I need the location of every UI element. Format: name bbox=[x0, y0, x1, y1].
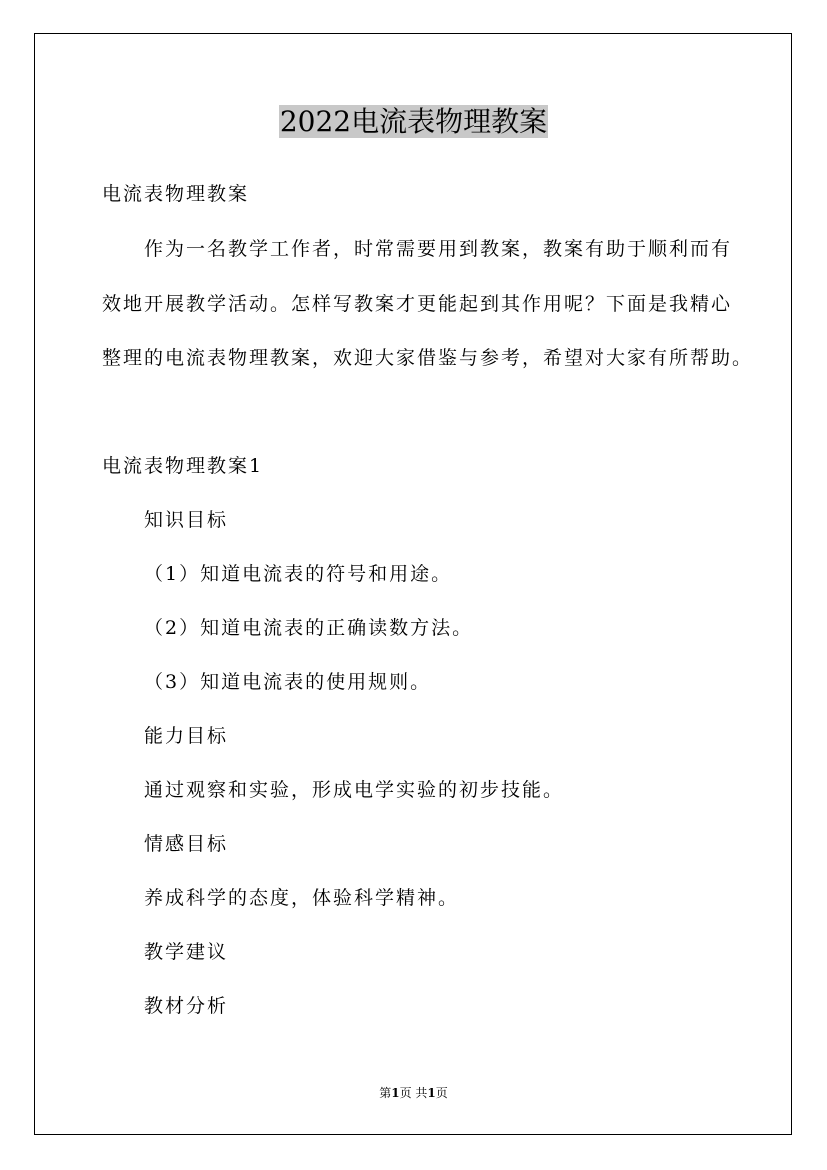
intro-heading: 电流表物理教案 bbox=[102, 183, 250, 205]
material-analysis-heading: 教材分析 bbox=[144, 995, 229, 1017]
knowledge-item-3: （3）知道电流表的使用规则。 bbox=[144, 671, 432, 693]
footer-mid: 页 共 bbox=[399, 1086, 428, 1100]
footer-prefix: 第 bbox=[379, 1086, 392, 1100]
emotion-text: 养成科学的态度，体验科学精神。 bbox=[144, 887, 460, 909]
section1-heading: 电流表物理教案1 bbox=[102, 455, 264, 477]
ability-goal-heading: 能力目标 bbox=[144, 725, 229, 747]
knowledge-goal-heading: 知识目标 bbox=[144, 509, 229, 531]
ability-text: 通过观察和实验，形成电学实验的初步技能。 bbox=[144, 779, 565, 801]
knowledge-item-1: （1）知道电流表的符号和用途。 bbox=[144, 563, 453, 585]
footer-page-current: 1 bbox=[391, 1086, 400, 1100]
intro-line-1: 作为一名教学工作者，时常需要用到教案，教案有助于顺利而有 bbox=[144, 238, 733, 260]
emotion-goal-heading: 情感目标 bbox=[144, 833, 229, 855]
footer-page-total: 1 bbox=[427, 1086, 436, 1100]
footer-suffix: 页 bbox=[435, 1086, 448, 1100]
intro-line-2: 效地开展教学活动。怎样写教案才更能起到其作用呢？下面是我精心 bbox=[102, 293, 733, 315]
document-title bbox=[0, 104, 827, 140]
document-title-text: 2022电流表物理教案 bbox=[279, 105, 548, 138]
intro-line-3: 整理的电流表物理教案，欢迎大家借鉴与参考，希望对大家有所帮助。 bbox=[102, 347, 754, 369]
knowledge-item-2: （2）知道电流表的正确读数方法。 bbox=[144, 617, 474, 639]
teaching-suggestion-heading: 教学建议 bbox=[144, 941, 229, 963]
page-footer bbox=[0, 1084, 827, 1101]
